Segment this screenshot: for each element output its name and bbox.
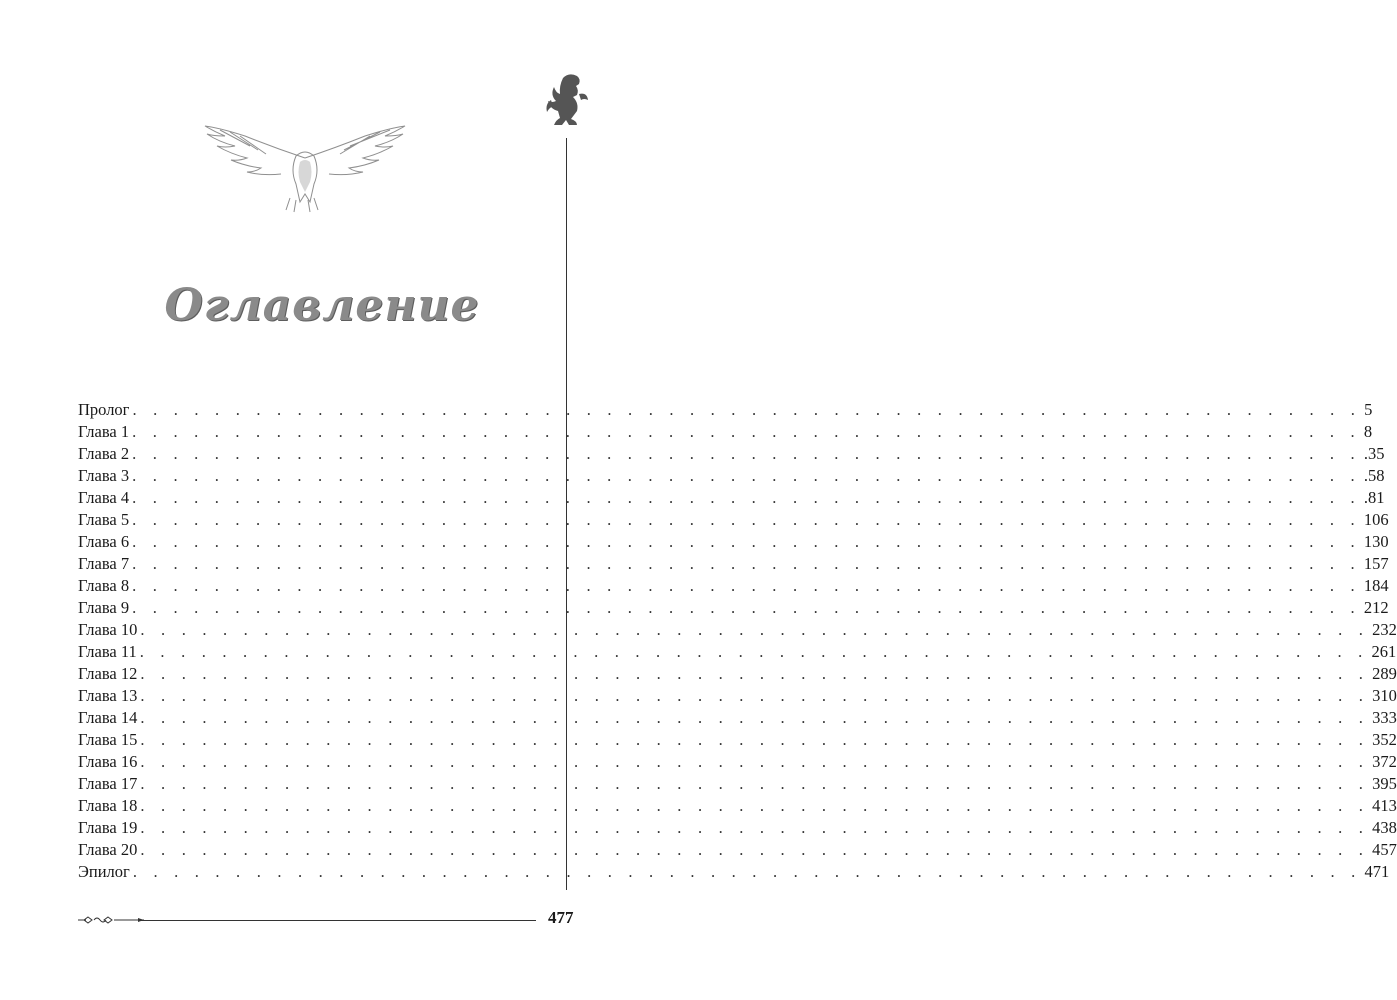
toc-leader-dots: . . . . . . . . . . . . . . . . . . . . . . . . . . . . . . . . . . . . . . . . . . . . . . . . . . . . . . . . . . . . bbox=[140, 840, 1370, 859]
toc-entry-label: Глава 2 bbox=[78, 444, 130, 463]
page-number: 477 bbox=[548, 908, 574, 927]
toc-entry-page: 438 bbox=[1372, 818, 1397, 837]
toc-entry-page: 333 bbox=[1372, 708, 1397, 727]
toc-entry-label: Глава 18 bbox=[78, 796, 138, 815]
toc-entry-label: Эпилог bbox=[78, 862, 130, 881]
toc-leader-dots: . . . . . . . . . . . . . . . . . . . . . . . . . . . . . . . . . . . . . . . . . . . . . . . . . . . . . . . . . . . . bbox=[139, 642, 1369, 661]
toc-entry-label: Глава 6 bbox=[78, 532, 130, 551]
toc-entry-label: Глава 5 bbox=[78, 510, 130, 529]
toc-entry-page: 8 bbox=[1363, 422, 1373, 441]
toc-entry-page: 352 bbox=[1372, 730, 1397, 749]
toc-entry bbox=[78, 465, 1385, 487]
toc-entry-label: Глава 4 bbox=[78, 488, 130, 507]
toc-entry bbox=[78, 399, 1373, 421]
toc-entry-label: Глава 16 bbox=[78, 752, 138, 771]
toc-entry-label: Глава 3 bbox=[78, 466, 130, 485]
toc-entry-label: Глава 13 bbox=[78, 686, 138, 705]
toc-entry-page: 413 bbox=[1372, 796, 1397, 815]
toc-leader-dots: . . . . . . . . . . . . . . . . . . . . . . . . . . . . . . . . . . . . . . . . . . . . . . . . . . . . . . . . . . . . bbox=[132, 444, 1361, 463]
toc-leader-dots: . . . . . . . . . . . . . . . . . . . . . . . . . . . . . . . . . . . . . . . . . . . . . . . . . . . . . . . . . . . . bbox=[140, 774, 1370, 793]
toc-entry-page: 212 bbox=[1363, 598, 1389, 617]
toc-leader-dots: . . . . . . . . . . . . . . . . . . . . . . . . . . . . . . . . . . . . . . . . . . . . . . . . . . . . . . . . . . . . bbox=[132, 510, 1361, 529]
toc-entry bbox=[78, 575, 1389, 597]
toc-entry bbox=[78, 597, 1389, 619]
toc-entry bbox=[78, 553, 1389, 575]
toc-entry-label: Глава 10 bbox=[78, 620, 138, 639]
toc-entry bbox=[78, 487, 1385, 509]
toc-entry bbox=[78, 707, 1397, 729]
toc-entry bbox=[78, 641, 1397, 663]
toc-leader-dots: . . . . . . . . . . . . . . . . . . . . . . . . . . . . . . . . . . . . . . . . . . . . . . . . . . . . . . . . . . . . bbox=[140, 620, 1370, 639]
toc-leader-dots: . . . . . . . . . . . . . . . . . . . . . . . . . . . . . . . . . . . . . . . . . . . . . . . . . . . . . . . . . . . . bbox=[132, 532, 1361, 551]
toc-entry-page: 130 bbox=[1363, 532, 1389, 551]
toc-entry-label: Глава 19 bbox=[78, 818, 138, 837]
toc-entry-page: 471 bbox=[1364, 862, 1390, 881]
toc-entry-page: 395 bbox=[1372, 774, 1397, 793]
toc-entry bbox=[78, 685, 1397, 707]
toc-entry bbox=[78, 531, 1389, 553]
footer-rule bbox=[140, 920, 536, 921]
toc-entry-label: Глава 20 bbox=[78, 840, 138, 859]
toc-entry bbox=[78, 861, 1390, 883]
toc-entry-page: 261 bbox=[1371, 642, 1397, 661]
toc-entry-page: 106 bbox=[1363, 510, 1389, 529]
toc-leader-dots: . . . . . . . . . . . . . . . . . . . . . . . . . . . . . . . . . . . . . . . . . . . . . . . . . . . . . . . . . . . . bbox=[132, 576, 1361, 595]
toc-leader-dots: . . . . . . . . . . . . . . . . . . . . . . . . . . . . . . . . . . . . . . . . . . . . . . . . . . . . . . . . . . . . bbox=[140, 818, 1370, 837]
toc-leader-dots: . . . . . . . . . . . . . . . . . . . . . . . . . . . . . . . . . . . . . . . . . . . . . . . . . . . . . . . . . . . . bbox=[132, 554, 1361, 573]
toc-entry-label: Глава 11 bbox=[78, 642, 137, 661]
toc-leader-dots: . . . . . . . . . . . . . . . . . . . . . . . . . . . . . . . . . . . . . . . . . . . . . . . . . . . . . . . . . . . . bbox=[140, 686, 1370, 705]
toc-entry bbox=[78, 751, 1397, 773]
toc-entry-page: 184 bbox=[1363, 576, 1389, 595]
toc-leader-dots: . . . . . . . . . . . . . . . . . . . . . . . . . . . . . . . . . . . . . . . . . . . . . . . . . . . . . . . . . . . . bbox=[140, 752, 1370, 771]
toc-entry-page: .35 bbox=[1363, 444, 1385, 463]
toc-entry bbox=[78, 663, 1397, 685]
toc-entry-page: 457 bbox=[1372, 840, 1397, 859]
toc-leader-dots: . . . . . . . . . . . . . . . . . . . . . . . . . . . . . . . . . . . . . . . . . . . . . . . . . . . . . . . . . . . . bbox=[132, 862, 1362, 881]
toc-entry-page: 289 bbox=[1372, 664, 1397, 683]
toc-entry-label: Глава 8 bbox=[78, 576, 130, 595]
page-title: Оглавление bbox=[164, 280, 480, 331]
toc-entry-label: Пролог bbox=[78, 400, 130, 419]
footer-ornament-icon bbox=[76, 913, 146, 927]
toc-entry bbox=[78, 795, 1397, 817]
toc-entry-page: 372 bbox=[1372, 752, 1397, 771]
toc-entry-label: Глава 17 bbox=[78, 774, 138, 793]
toc-leader-dots: . . . . . . . . . . . . . . . . . . . . . . . . . . . . . . . . . . . . . . . . . . . . . . . . . . . . . . . . . . . . bbox=[140, 708, 1370, 727]
toc-entry bbox=[78, 773, 1397, 795]
toc-entry bbox=[78, 729, 1397, 751]
rampant-lion-icon bbox=[541, 70, 591, 130]
toc-entry-label: Глава 14 bbox=[78, 708, 138, 727]
toc-entry bbox=[78, 421, 1373, 443]
toc-entry-label: Глава 7 bbox=[78, 554, 130, 573]
toc-leader-dots: . . . . . . . . . . . . . . . . . . . . . . . . . . . . . . . . . . . . . . . . . . . . . . . . . . . . . . . . . . . . bbox=[132, 466, 1361, 485]
toc-entry-page: 5 bbox=[1364, 400, 1373, 419]
toc-leader-dots: . . . . . . . . . . . . . . . . . . . . . . . . . . . . . . . . . . . . . . . . . . . . . . . . . . . . . . . . . . . . bbox=[140, 664, 1370, 683]
toc-entry bbox=[78, 619, 1397, 641]
toc-entry-label: Глава 15 bbox=[78, 730, 138, 749]
toc-leader-dots: . . . . . . . . . . . . . . . . . . . . . . . . . . . . . . . . . . . . . . . . . . . . . . . . . . . . . . . . . . . . bbox=[132, 598, 1361, 617]
toc-leader-dots: . . . . . . . . . . . . . . . . . . . . . . . . . . . . . . . . . . . . . . . . . . . . . . . . . . . . . . . . . . . . bbox=[132, 488, 1361, 507]
toc-leader-dots: . . . . . . . . . . . . . . . . . . . . . . . . . . . . . . . . . . . . . . . . . . . . . . . . . . . . . . . . . . . . bbox=[132, 422, 1361, 441]
eagle-illustration bbox=[200, 118, 410, 218]
toc-entry bbox=[78, 509, 1389, 531]
toc-entry-page: 232 bbox=[1372, 620, 1397, 639]
table-of-contents bbox=[78, 399, 1397, 883]
toc-leader-dots: . . . . . . . . . . . . . . . . . . . . . . . . . . . . . . . . . . . . . . . . . . . . . . . . . . . . . . . . . . . . bbox=[132, 400, 1362, 419]
toc-entry-page: 157 bbox=[1363, 554, 1389, 573]
toc-entry-label: Глава 1 bbox=[78, 422, 130, 441]
toc-entry-label: Глава 12 bbox=[78, 664, 138, 683]
toc-entry-label: Глава 9 bbox=[78, 598, 130, 617]
toc-entry-page: .58 bbox=[1363, 466, 1385, 485]
toc-entry-page: .81 bbox=[1363, 488, 1385, 507]
toc-entry bbox=[78, 817, 1397, 839]
toc-entry bbox=[78, 839, 1397, 861]
toc-entry bbox=[78, 443, 1385, 465]
toc-leader-dots: . . . . . . . . . . . . . . . . . . . . . . . . . . . . . . . . . . . . . . . . . . . . . . . . . . . . . . . . . . . . bbox=[140, 796, 1370, 815]
toc-entry-page: 310 bbox=[1372, 686, 1397, 705]
toc-leader-dots: . . . . . . . . . . . . . . . . . . . . . . . . . . . . . . . . . . . . . . . . . . . . . . . . . . . . . . . . . . . . bbox=[140, 730, 1370, 749]
